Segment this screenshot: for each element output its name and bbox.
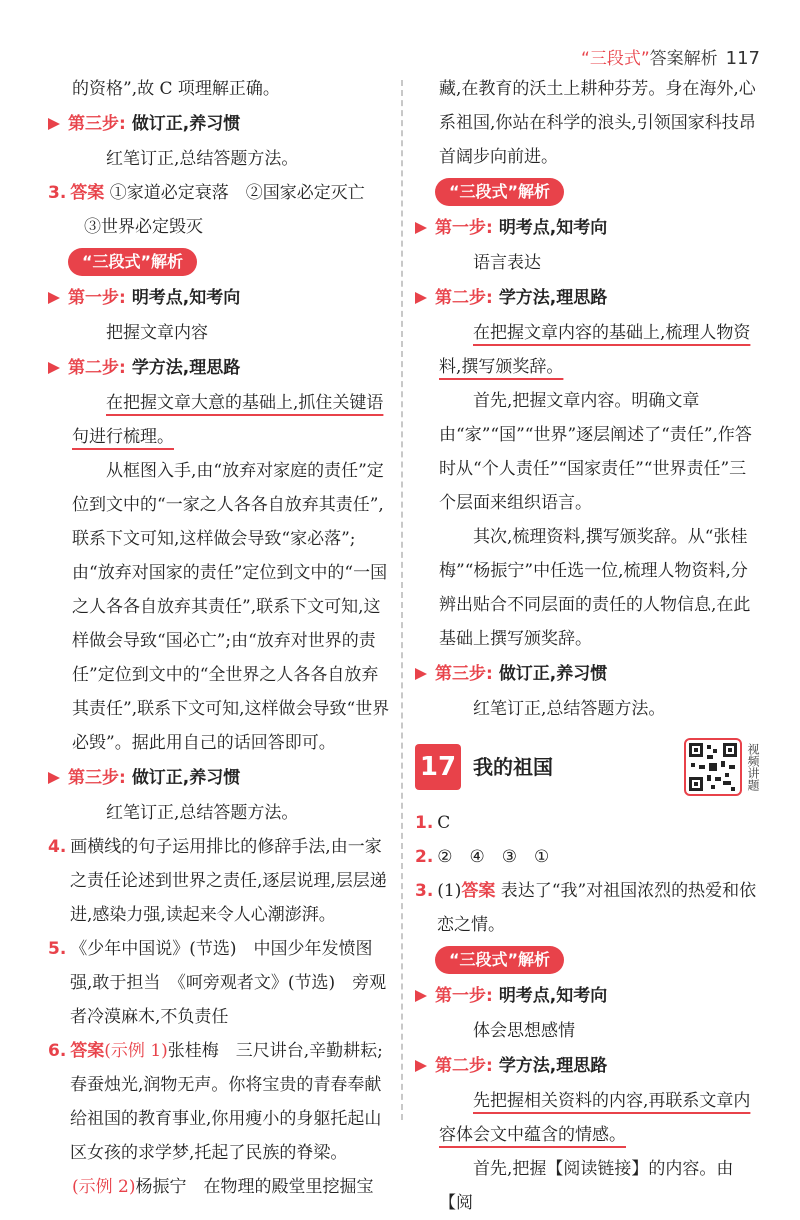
analysis-badge: “三段式”解析: [435, 178, 564, 206]
header-highlight: “三段式”: [581, 49, 650, 69]
answer-5: 5. 《少年中国说》(节选) 中国少年发愤图强,敢于担当 《呵旁观者文》(节选) 旁观者冷漠麻木,不负责任: [48, 939, 387, 1027]
step-one-body: 语言表达: [473, 253, 541, 273]
left-column: [48, 72, 393, 1204]
text-block: 藏,在教育的沃土上耕种芬芳。身在海外,心系祖国,你站在科学的浪头,引领国家科技昂首阔步向前进。: [439, 79, 756, 167]
answer-3: 3. (1)答案 表达了“我”对祖国浓烈的热爱和依恋之情。: [415, 881, 757, 935]
step-two: 第二步: 学方法,理思路: [415, 280, 760, 316]
step-three-body: 红笔订正,总结答题方法。: [106, 803, 299, 823]
video-label: 视频讲题: [746, 743, 760, 791]
answer-6: 6. 答案(示例 1)张桂梅 三尺讲台,辛勤耕耘;春蚕烛光,润物无声。你将宝贵的青春奉献给祖国的教育事业,你用瘦小的身躯托起山区女孩的求学梦,托起了民族的脊梁。: [48, 1041, 383, 1163]
qr-code-icon[interactable]: [684, 738, 742, 796]
step-three: 第三步: 做订正,养习惯: [48, 760, 393, 796]
step-one: 第一步: 明考点,知考向: [415, 978, 760, 1014]
step-two: 第二步: 学方法,理思路: [48, 350, 393, 386]
answer-3: 3. 答案 ①家道必定衰落 ②国家必定灭亡: [48, 183, 365, 203]
arrow-icon: [48, 362, 60, 374]
right-column: [415, 72, 760, 1220]
answer-6-example-2: (示例 2)杨振宁 在物理的殿堂里挖掘宝: [72, 1177, 374, 1197]
step-three-body: 红笔订正,总结答题方法。: [473, 699, 666, 719]
arrow-icon: [415, 668, 427, 680]
step-two-method: 在把握文章大意的基础上,抓住关键语句进行梳理。: [72, 393, 384, 447]
step-one-body: 体会思想感情: [473, 1021, 575, 1041]
qr-code-graphic: [689, 743, 737, 791]
text-line: 的资格”,故 C 项理解正确。: [72, 79, 280, 99]
step-one: 第一步: 明考点,知考向: [415, 210, 760, 246]
analysis-badge: “三段式”解析: [435, 946, 564, 974]
lesson-header: [415, 732, 760, 802]
answer-2: 2. ② ④ ③ ①: [415, 847, 550, 867]
step-three: 第三步: 做订正,养习惯: [415, 656, 760, 692]
paragraph: 首先,把握文章内容。明确文章由“家”“国”“世界”逐层阐述了“责任”,作答时从“个人责任”“国家责任”“世界责任”三个层面来组织语言。: [439, 391, 752, 513]
arrow-icon: [48, 118, 60, 130]
lesson-number: 17: [415, 744, 461, 790]
paragraph: 其次,梳理资料,撰写颁奖辞。从“张桂梅”“杨振宁”中任选一位,梳理人物资料,分辨出贴合不同层面的责任的人物信息,在此基础上撰写颁奖辞。: [439, 527, 751, 649]
header-label: 答案解析: [649, 49, 718, 69]
text-line: 红笔订正,总结答题方法。: [106, 149, 299, 169]
arrow-icon: [48, 292, 60, 304]
arrow-icon: [415, 292, 427, 304]
arrow-icon: [415, 1060, 427, 1072]
step-two-method: 在把握文章内容的基础上,梳理人物资料,撰写颁奖辞。: [439, 323, 751, 377]
step-two-method: 先把握相关资料的内容,再联系文章内容体会文中蕴含的情感。: [439, 1091, 751, 1145]
step-one-body: 把握文章内容: [106, 323, 208, 343]
arrow-icon: [48, 772, 60, 784]
arrow-icon: [415, 990, 427, 1002]
page-header: [581, 44, 760, 69]
column-divider: [401, 80, 403, 1120]
step-two: 第二步: 学方法,理思路: [415, 1048, 760, 1084]
answer-4: 4. 画横线的句子运用排比的修辞手法,由一家之责任论述到世界之责任,逐层说理,层层递进,感染力强,读起来令人心潮澎湃。: [48, 837, 387, 925]
answer-3-cont: ③世界必定毁灭: [84, 217, 203, 237]
lesson-title: 我的祖国: [473, 755, 553, 779]
page-number: 117: [725, 48, 760, 69]
step-two-body: 从框图入手,由“放弃对家庭的责任”定位到文中的“一家之人各各自放弃其责任”,联系下文可知,这样做会导致“家必落”;由“放弃对国家的责任”定位到文中的“一国之人各各自放弃其责任”,联系下文可知,这样做会导致“国必亡”;由“放弃对世界的责任”定位到文中的“全世界之人各各自放弃其责任”,联系下文可知,这样做会导致“世界必毁”。据此用自己的话回答即可。: [72, 461, 390, 753]
answer-1: 1. C: [415, 813, 451, 833]
analysis-badge: “三段式”解析: [68, 248, 197, 276]
step-three: 第三步: 做订正,养习惯: [48, 106, 393, 142]
arrow-icon: [415, 222, 427, 234]
paragraph: 首先,把握【阅读链接】的内容。由【阅: [439, 1159, 734, 1213]
step-one: 第一步: 明考点,知考向: [48, 280, 393, 316]
